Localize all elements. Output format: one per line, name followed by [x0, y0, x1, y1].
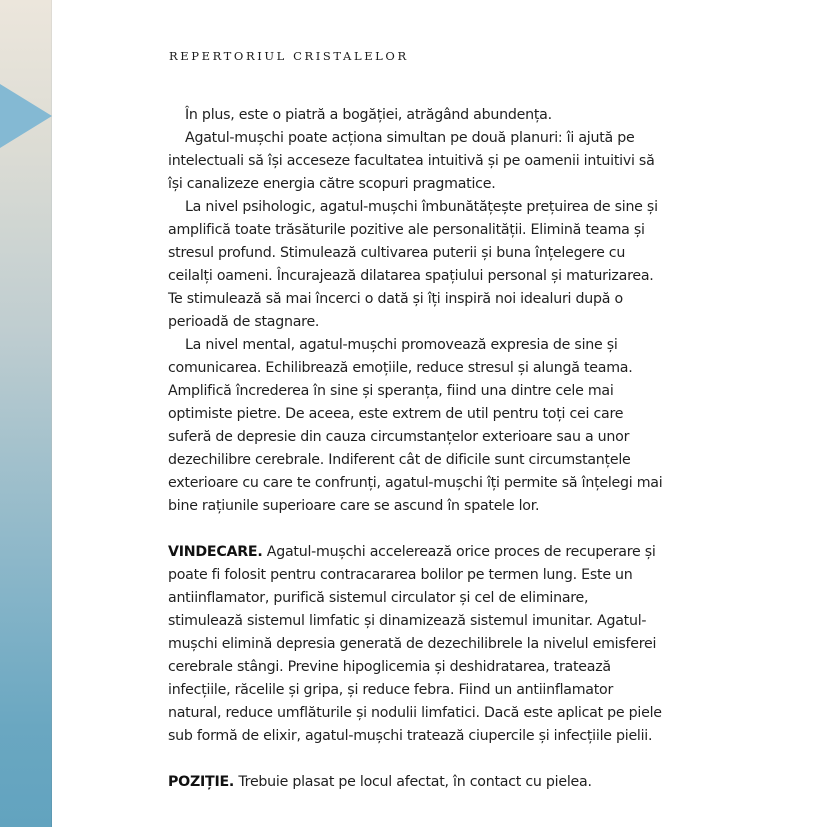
paragraph	[168, 334, 738, 518]
text-line: stimulează sistemul limfatic și dinamizează sistemul imunitar. Agatul-	[168, 613, 647, 629]
text-line: bine rațiunile superioare care se ascund în spatele lor.	[168, 498, 540, 514]
text-line: amplifică toate trăsăturile pozitive ale personalității. Elimină teama și	[168, 222, 645, 238]
running-head: REPERTORIUL CRISTALELOR	[169, 49, 409, 63]
healing-section	[168, 541, 738, 748]
paragraph	[168, 196, 738, 334]
text-line: își canalizeze energia către scopuri pragmatice.	[168, 176, 496, 192]
section-gap	[168, 518, 738, 541]
text-line: În plus, este o piatră a bogăției, atrăgând abundența.	[185, 107, 552, 123]
text-line: stresul profund. Stimulează cultivarea puterii și buna înțelegere cu	[168, 245, 626, 261]
triangle-marker-icon	[0, 84, 52, 148]
healing-heading: VINDECARE.	[168, 544, 263, 560]
text-line: La nivel psihologic, agatul-mușchi îmbunătățește prețuirea de sine și	[185, 199, 658, 215]
section-gap	[168, 748, 738, 771]
paragraph	[168, 104, 738, 127]
text-line: exterioare cu care te confrunți, agatul-mușchi îți permite să înțelegi mai	[168, 475, 663, 491]
text-line: suferă de depresie din cauza circumstanțelor exterioare sau a unor	[168, 429, 630, 445]
text-line	[168, 771, 738, 794]
text-line	[168, 541, 738, 564]
text-line: Amplifică încrederea în sine și speranța, fiind una dintre cele mai	[168, 383, 614, 399]
text-line: poate fi folosit pentru contracararea bolilor pe termen lung. Este un	[168, 567, 633, 583]
position-text: Trebuie plasat pe locul afectat, în contact cu pielea.	[234, 774, 592, 790]
position-heading: POZIȚIE.	[168, 774, 235, 790]
text-line: La nivel mental, agatul-mușchi promovează expresia de sine și	[185, 337, 618, 353]
text-line: optimiste pietre. De aceea, este extrem de util pentru toți cei care	[168, 406, 624, 422]
body-text	[168, 104, 738, 794]
text-line: Agatul-mușchi poate acționa simultan pe două planuri: îi ajută pe	[185, 130, 635, 146]
text-line: perioadă de stagnare.	[168, 314, 320, 330]
text-line: natural, reduce umflăturile și nodulii limfatici. Dacă este aplicat pe piele	[168, 705, 662, 721]
text-line: antiinflamator, purifică sistemul circulator și cel de eliminare,	[168, 590, 589, 606]
text-line: Te stimulează să mai încerci o dată și îți inspiră noi idealuri după o	[168, 291, 623, 307]
text-line: ceilalți oameni. Încurajează dilatarea spațiului personal și maturizarea.	[168, 268, 654, 284]
paragraph	[168, 127, 738, 196]
text-line: dezechilibre cerebrale. Indiferent cât de dificile sunt circumstanțele	[168, 452, 631, 468]
text-line: infecțiile, răcelile și gripa, și reduce febra. Fiind un antiinflamator	[168, 682, 614, 698]
text-line: mușchi elimină depresia generată de dezechilibrele la nivelul emisferei	[168, 636, 657, 652]
text-line: comunicarea. Echilibrează emoțiile, reduce stresul și alungă teama.	[168, 360, 633, 376]
position-section	[168, 771, 738, 794]
healing-first-line: Agatul-mușchi accelerează orice proces de recuperare și	[262, 544, 656, 560]
text-line: sub formă de elixir, agatul-mușchi tratează ciupercile și infecțiile pielii.	[168, 728, 653, 744]
text-line: intelectuali să își acceseze facultatea intuitivă și pe oamenii intuitivi să	[168, 153, 655, 169]
text-line: cerebrale stângi. Previne hipoglicemia și deshidratarea, tratează	[168, 659, 611, 675]
